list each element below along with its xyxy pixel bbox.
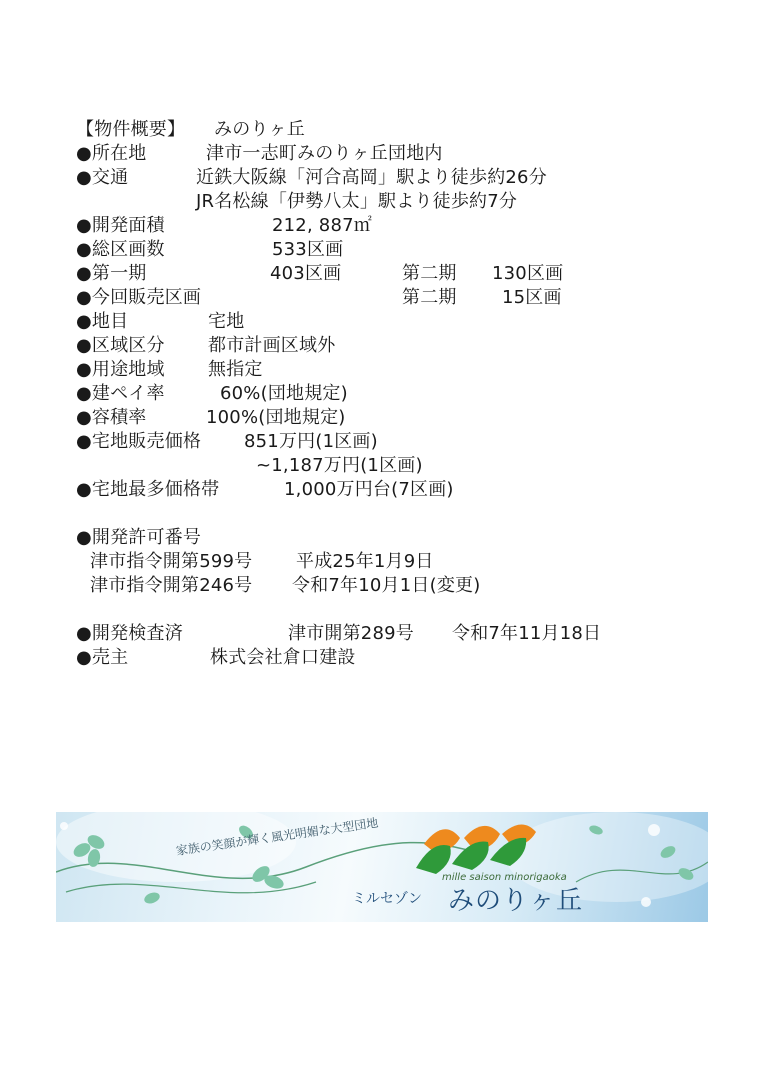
phase2-value: 130区画 — [492, 263, 564, 284]
transport-label: ●交通 — [76, 167, 129, 188]
total-lots-value: 533区画 — [272, 239, 344, 260]
location-value: 津市一志町みのりヶ丘団地内 — [206, 143, 443, 164]
land-category-label: ●地目 — [76, 311, 129, 332]
transport-line2: JR名松線「伊勢八太」駅より徒歩約7分 — [196, 191, 518, 212]
floor-area-label: ●容積率 — [76, 407, 147, 428]
popular-price-label: ●宅地最多価格帯 — [76, 479, 220, 500]
floor-area-value: 100%(団地規定) — [206, 407, 346, 428]
heading-value: みのりヶ丘 — [214, 119, 305, 140]
inspection-no: 津市開第289号 — [288, 623, 414, 644]
zoning-class-label: ●区域区分 — [76, 335, 165, 356]
location-label: ●所在地 — [76, 143, 147, 164]
phase1-label: ●第一期 — [76, 263, 147, 284]
heading-label: 【物件概要】 — [76, 119, 186, 140]
dev-area-label: ●開発面積 — [76, 215, 165, 236]
current-sale-label: ●今回販売区画 — [76, 287, 202, 308]
coverage-value: 60%(団地規定) — [220, 383, 348, 404]
logo-subtitle: mille saison minorigaoka — [442, 872, 567, 883]
transport-line1: 近鉄大阪線「河合高岡」駅より徒歩約26分 — [196, 167, 547, 188]
inspection-label: ●開発検査済 — [76, 623, 183, 644]
popular-price-value: 1,000万円台(7区画) — [284, 479, 454, 500]
use-district-value: 無指定 — [208, 359, 263, 380]
phase2-label: 第二期 — [402, 263, 457, 284]
price-line1: 851万円(1区画) — [244, 431, 378, 452]
logo-name: みのりヶ丘 — [448, 886, 584, 916]
zoning-class-value: 都市計画区域外 — [208, 335, 336, 356]
current-sale-phase-value: 15区画 — [502, 287, 562, 308]
logo-katakana: ミルセゾン — [352, 891, 422, 907]
price-line2: ~1,187万円(1区画) — [256, 455, 423, 476]
use-district-label: ●用途地域 — [76, 359, 165, 380]
inspection-date: 令和7年11月18日 — [452, 623, 602, 644]
coverage-label: ●建ペイ率 — [76, 383, 165, 404]
permit-line2-no: 津市指令開第246号 — [90, 575, 253, 596]
seller-value: 株式会社倉口建設 — [210, 647, 356, 668]
seller-label: ●売主 — [76, 647, 129, 668]
phase1-value: 403区画 — [270, 263, 342, 284]
permit-label: ●開発許可番号 — [76, 527, 202, 548]
current-sale-phase-label: 第二期 — [402, 287, 457, 308]
permit-line1-date: 平成25年1月9日 — [296, 551, 434, 572]
banner-tagline: 家族の笑顔が輝く風光明媚な大型団地 — [175, 815, 380, 858]
land-category-value: 宅地 — [208, 311, 245, 332]
permit-line2-date: 令和7年10月1日(変更) — [292, 575, 481, 596]
total-lots-label: ●総区画数 — [76, 239, 165, 260]
dev-area-value: 212, 887㎡ — [272, 215, 372, 236]
permit-line1-no: 津市指令開第599号 — [90, 551, 253, 572]
price-label: ●宅地販売価格 — [76, 431, 202, 452]
